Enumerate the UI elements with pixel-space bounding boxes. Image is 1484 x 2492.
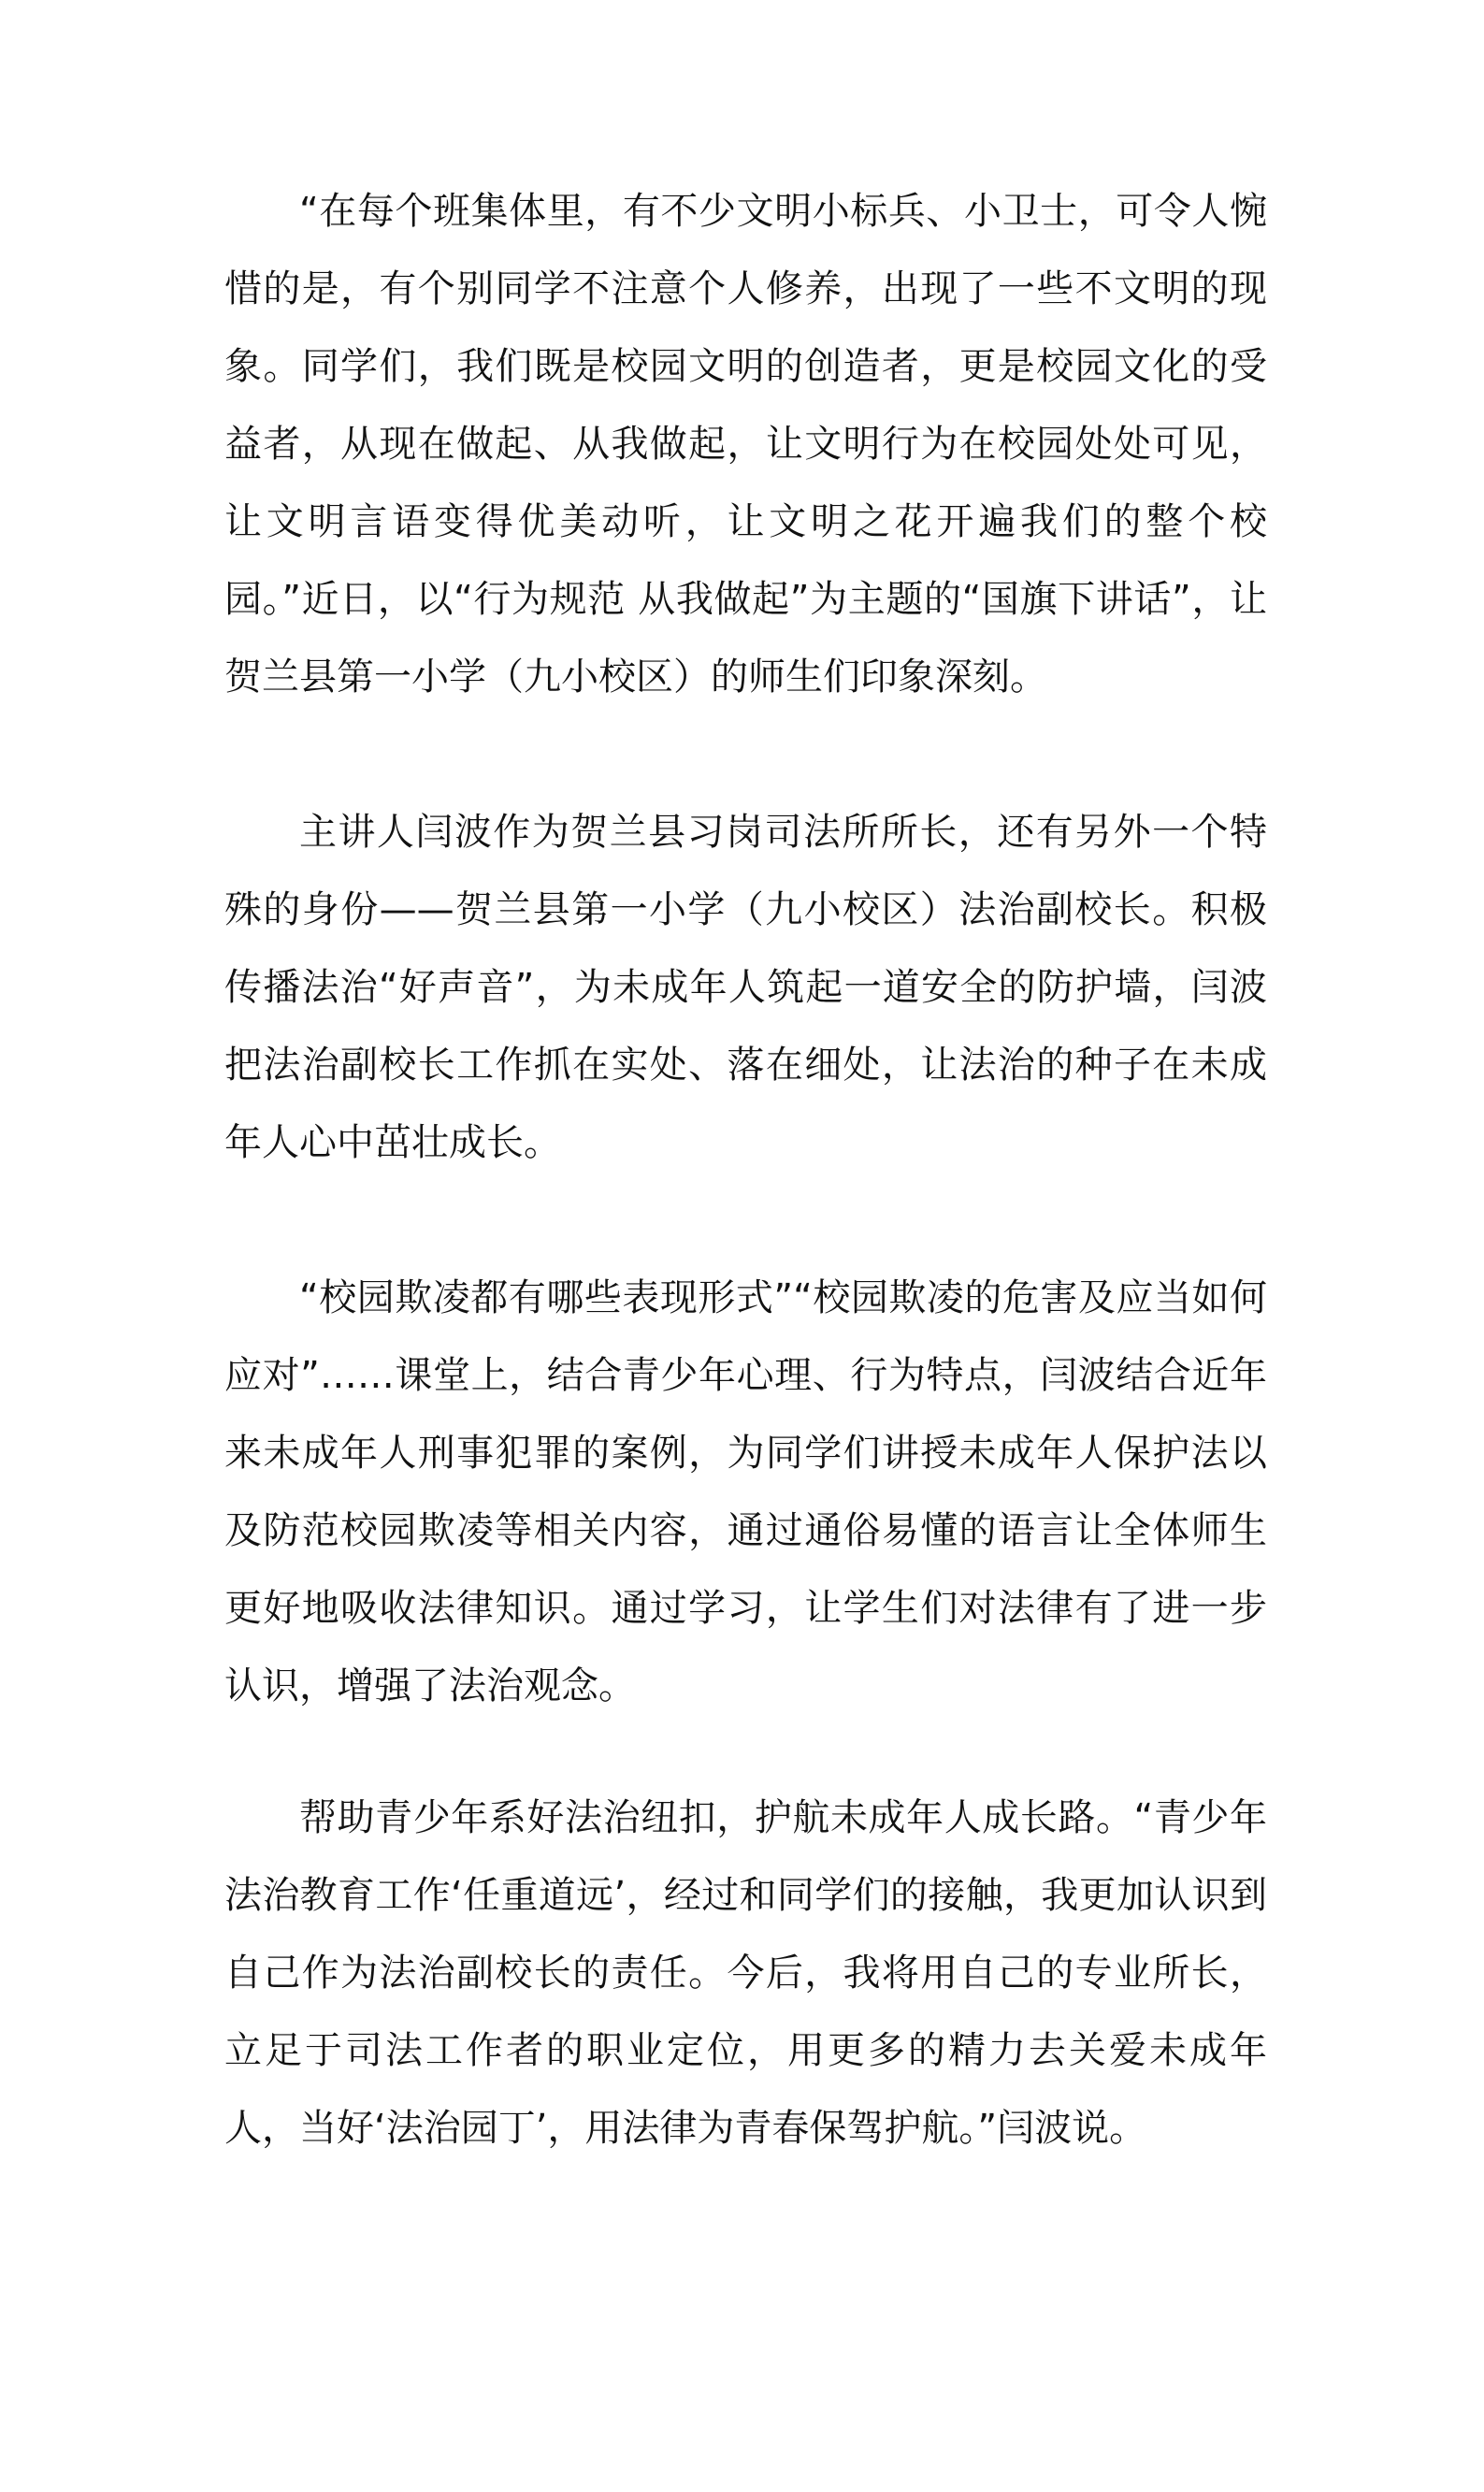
- paragraph-3: “校园欺凌都有哪些表现形式”“校园欺凌的危害及应当如何应对”……课堂上，结合青少年心理、行为特点，闫波结合近年来未成年人刑事犯罪的案例，为同学们讲授未成年人保护法以及防范校园欺凌等相关内容，通过通俗易懂的语言让全体师生更好地吸收法律知识。通过学习，让学生们对法律有了进一步认识，增强了法治观念。: [224, 1276, 1267, 1707]
- paragraph-2: 主讲人闫波作为贺兰县习岗司法所所长，还有另外一个特殊的身份——贺兰县第一小学（九小校区）法治副校长。积极传播法治“好声音”，为未成年人筑起一道安全的防护墙，闫波把法治副校长工作抓在实处、落在细处，让法治的种子在未成年人心中茁壮成长。: [224, 811, 1267, 1164]
- article-body: [224, 173, 1267, 2168]
- paragraph-1: “在每个班集体里，有不少文明小标兵、小卫士，可令人惋惜的是，有个别同学不注意个人修养，出现了一些不文明的现象。同学们，我们既是校园文明的创造者，更是校园文化的受益者，从现在做起、从我做起，让文明行为在校园处处可见，让文明言语变得优美动听，让文明之花开遍我们的整个校园。”近日，以“行为规范 从我做起”为主题的“国旗下讲话”，让贺兰县第一小学（九小校区）的师生们印象深刻。: [224, 190, 1267, 699]
- paragraph-4: 帮助青少年系好法治纽扣，护航未成年人成长路。“青少年法治教育工作‘任重道远’，经过和同学们的接触，我更加认识到自己作为法治副校长的责任。今后，我将用自己的专业所长，立足于司法工作者的职业定位，用更多的精力去关爱未成年人，当好‘法治园丁’，用法律为青春保驾护航。”闫波说。: [224, 1796, 1267, 2150]
